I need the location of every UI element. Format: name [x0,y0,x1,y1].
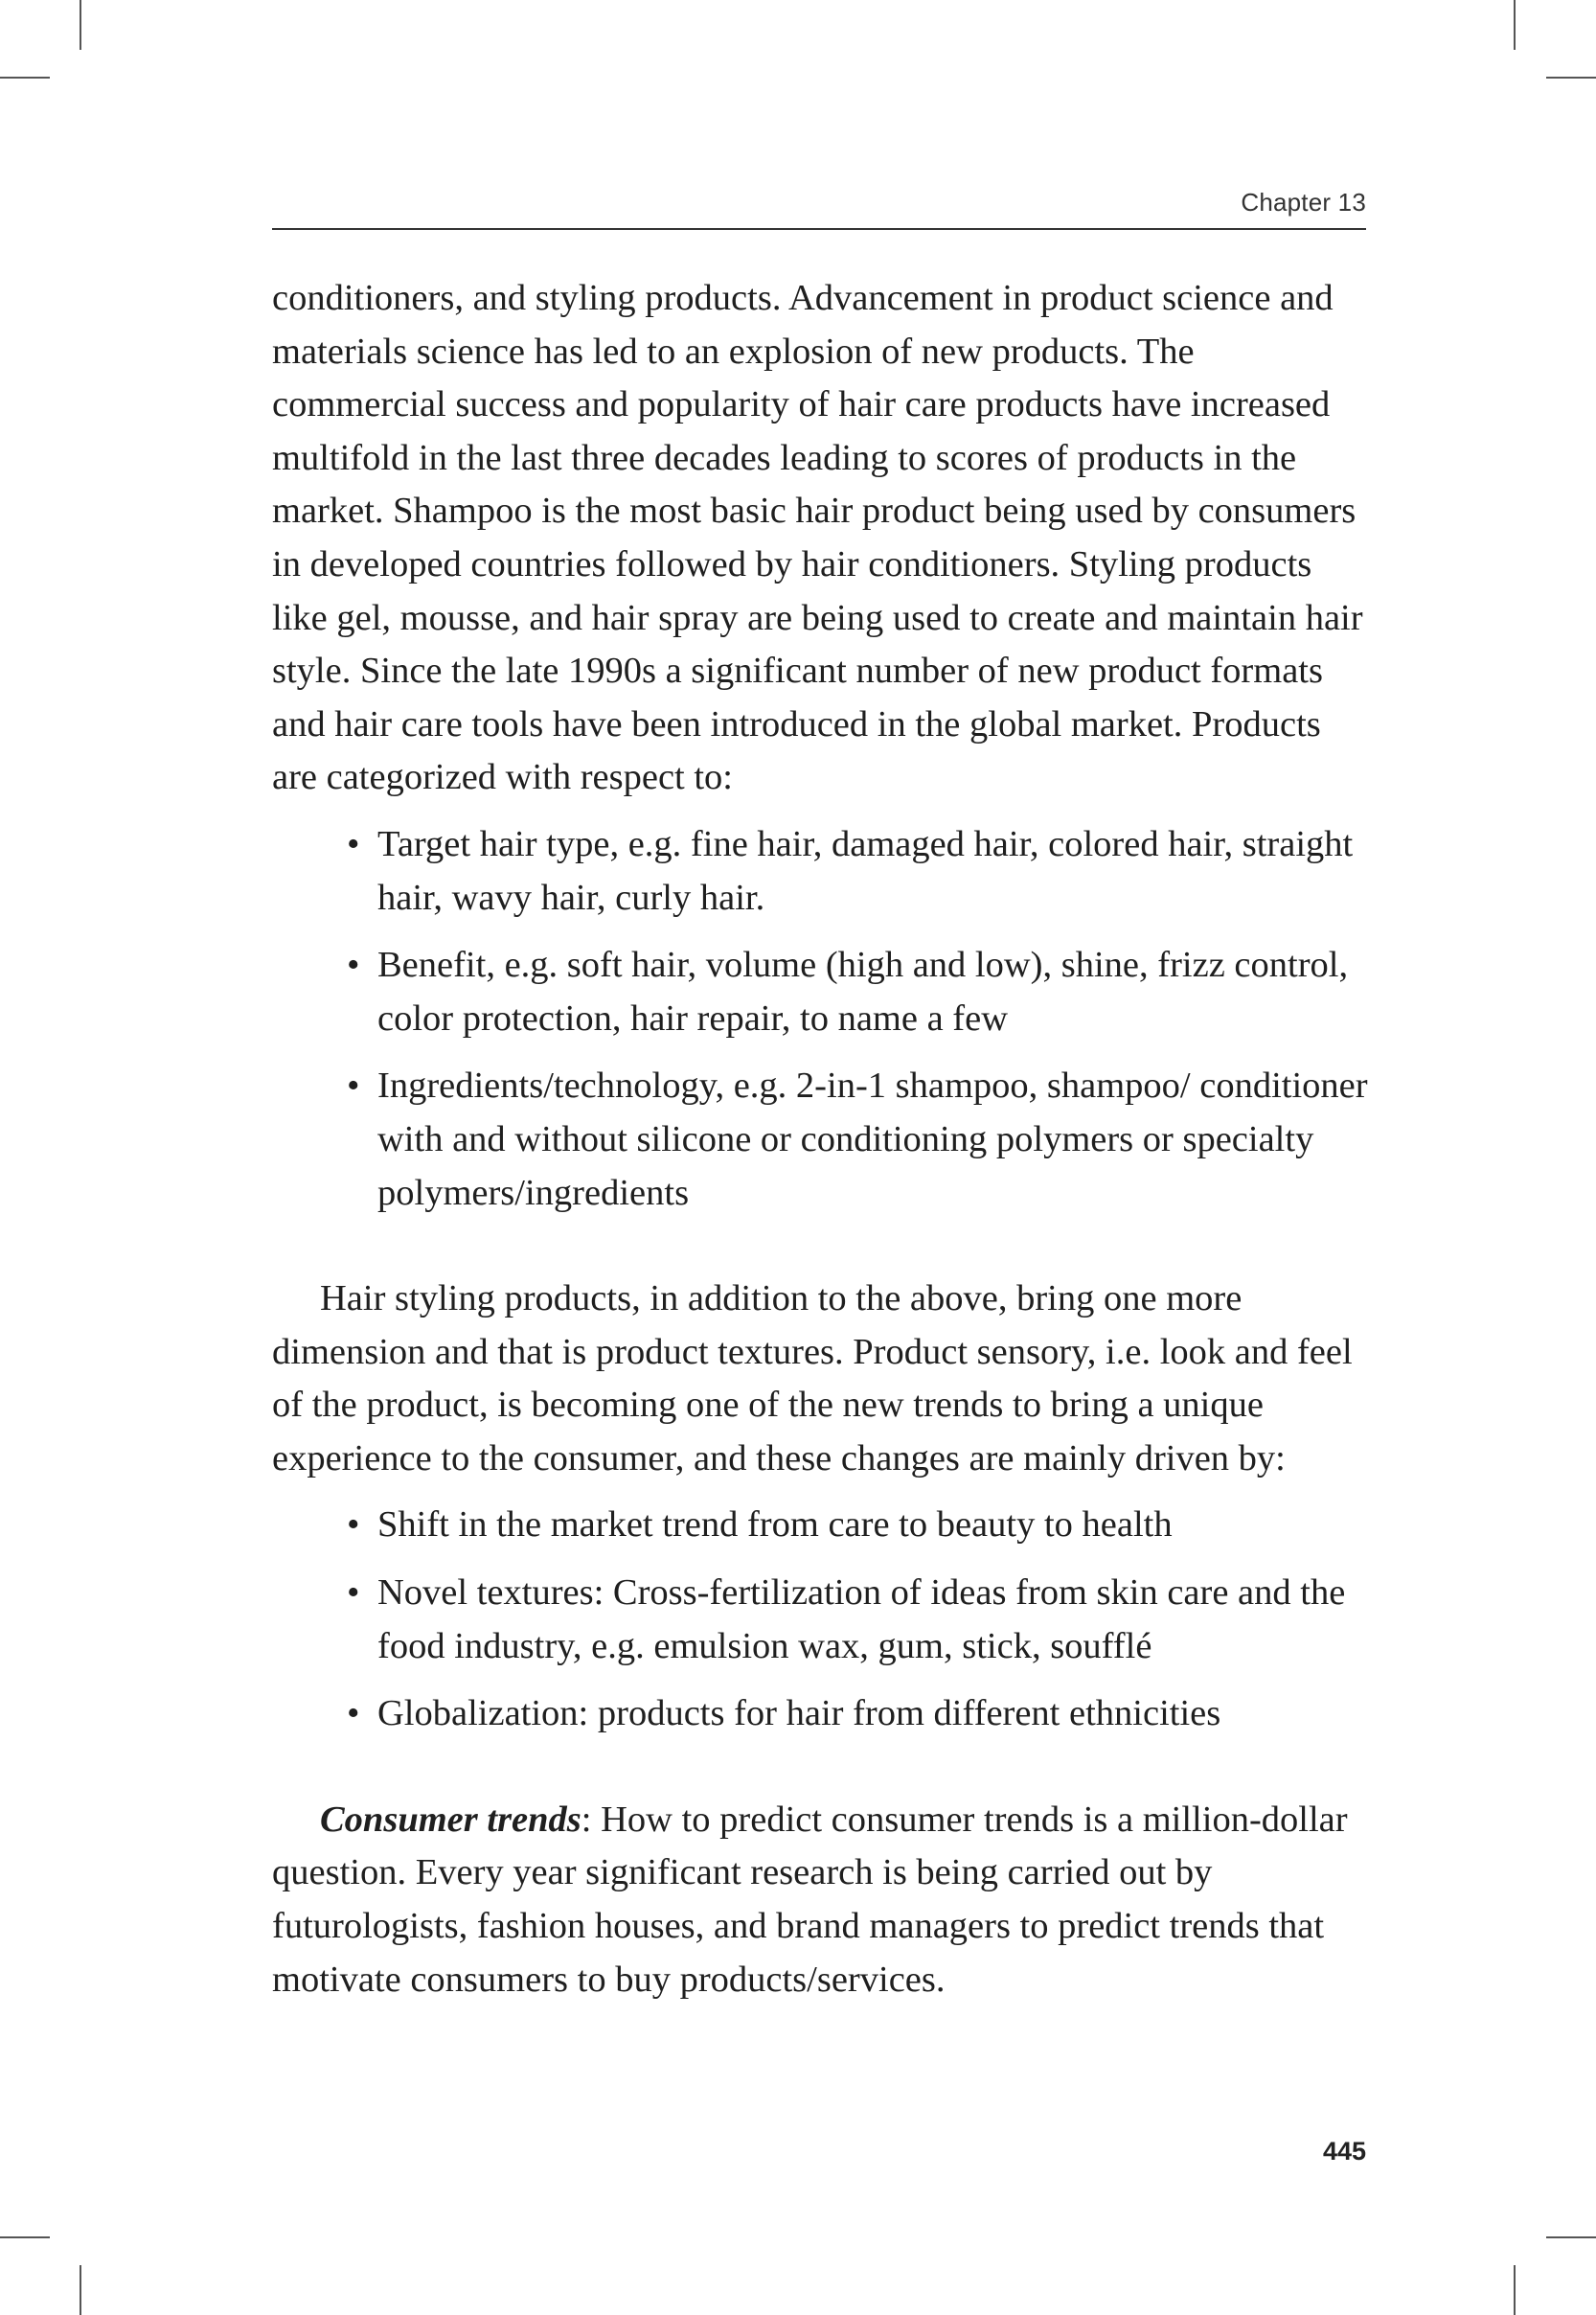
list-item: • Ingredients/technology, e.g. 2-in-1 shampoo, shampoo/ conditioner with and without silicone or conditioning polymers or specialty polymers/ingredients [272,1060,1374,1220]
bullet-list-2 [272,1499,1374,1740]
spacer [272,1234,1374,1272]
list-item: • Novel textures: Cross-fertilization of ideas from skin care and the food industry, e.g. emulsion wax, gum, stick, soufflé [272,1567,1374,1673]
page-number: 445 [1322,2137,1366,2166]
paragraph-3-text: : How to predict consumer trends is a million-dollar question. Every year significant research is being carried out by futurologists, fashion houses, and brand managers to predict trends that motivate consumers to buy products/services. [272,1799,1348,2000]
crop-mark-bottom-left-h [0,2236,50,2238]
crop-mark-bottom-right-h [1546,2236,1596,2238]
bullet-list-1 [272,818,1374,1220]
crop-mark-bottom-right [1514,2265,1516,2315]
crop-mark-top-right [1514,0,1516,50]
list-item: • Globalization: products for hair from different ethnicities [272,1687,1374,1741]
list-item: • Benefit, e.g. soft hair, volume (high and low), shine, frizz control, color protection, hair repair, to name a few [272,939,1374,1045]
running-head-chapter: Chapter 13 [1241,188,1366,217]
list-item: • Target hair type, e.g. fine hair, damaged hair, colored hair, straight hair, wavy hair, curly hair. [272,818,1374,925]
crop-mark-bottom-left [80,2265,81,2315]
spacer [272,1755,1374,1794]
crop-mark-top-right-h [1546,77,1596,79]
crop-mark-top-left-h [0,77,50,79]
page-body [272,272,1374,2006]
paragraph-2: Hair styling products, in addition to the above, bring one more dimension and that is product textures. Product sensory, i.e. look and feel of the product, is becoming one of the new trends to bring a unique experience to the consumer, and these changes are mainly driven by: [272,1278,1353,1478]
crop-mark-top-left [80,0,81,50]
paragraph-3-lead: Consumer trends [320,1799,581,1840]
paragraph-1: conditioners, and styling products. Advancement in product science and materials science has led to an explosion of new products. The commercial success and popularity of hair care products have increased multifold in the last three decades leading to scores of products in the market. Shampoo is the most basic hair product being used by consumers in developed countries followed by hair conditioners. Styling products like gel, mousse, and hair spray are being used to create and maintain hair style. Since the late 1990s a significant number of new product formats and hair care tools have been introduced in the global market. Products are categorized with respect to: [272,278,1363,798]
header-rule [272,228,1366,230]
paragraph-3 [272,1794,1374,2006]
list-item: • Shift in the market trend from care to beauty to health [272,1499,1374,1552]
